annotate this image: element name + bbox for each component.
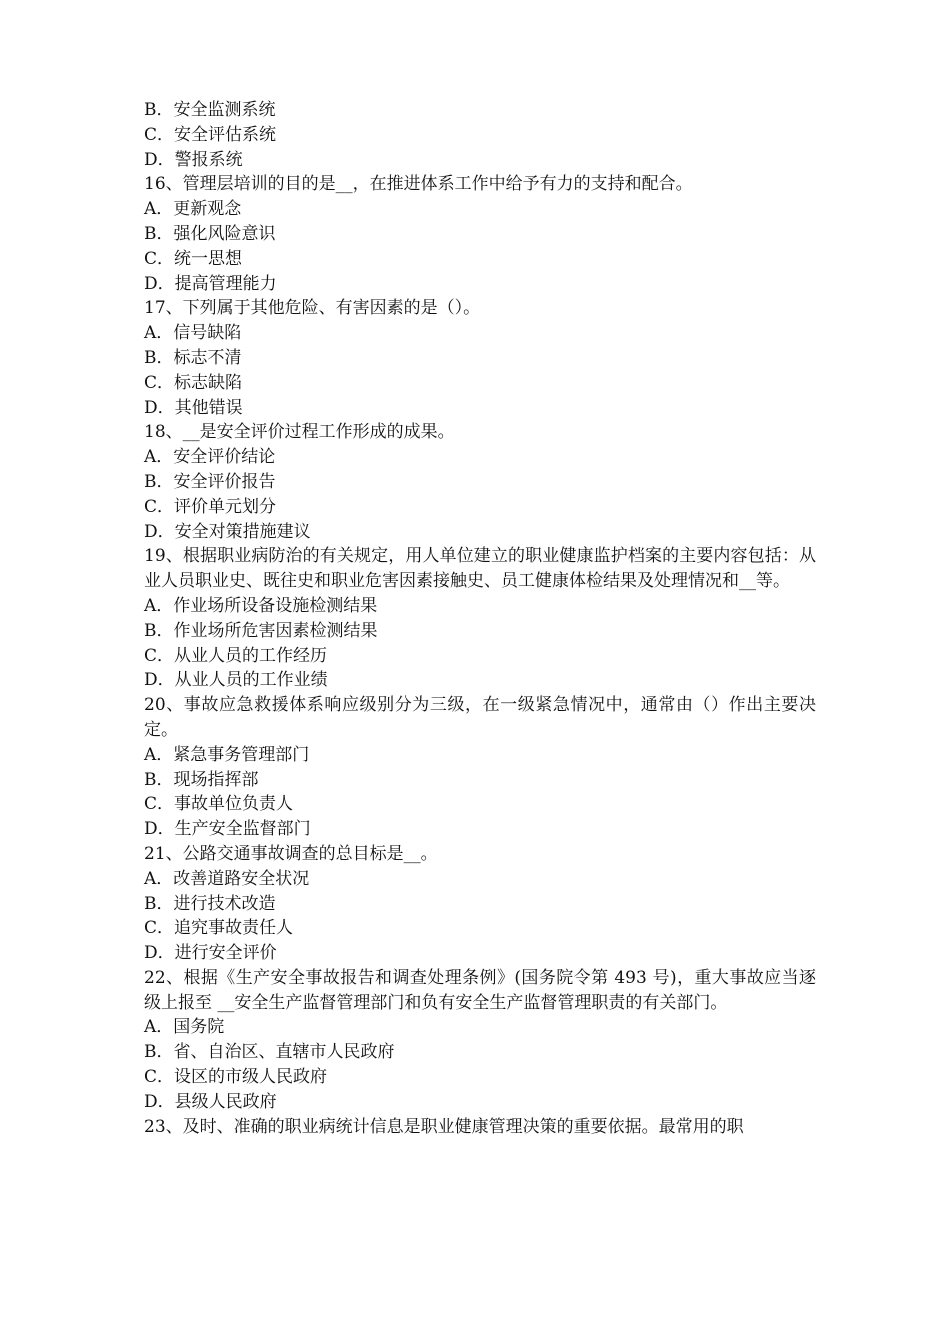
question-stem: 17、下列属于其他危险、有害因素的是（）。 bbox=[144, 298, 481, 319]
answer-option: D．县级人民政府 bbox=[144, 1091, 277, 1112]
answer-option: B．作业场所危害因素检测结果 bbox=[144, 620, 378, 641]
answer-option: B．安全监测系统 bbox=[144, 100, 276, 120]
answer-option: B．安全评价报告 bbox=[144, 471, 276, 492]
answer-option: D．进行安全评价 bbox=[144, 943, 277, 964]
question-stem: 18、__是安全评价过程工作形成的成果。 bbox=[144, 422, 455, 443]
answer-option: B．进行技术改造 bbox=[144, 893, 276, 914]
answer-option: D．提高管理能力 bbox=[144, 273, 277, 294]
answer-option: A．作业场所设备设施检测结果 bbox=[144, 595, 378, 616]
answer-option: C．事故单位负责人 bbox=[144, 794, 294, 815]
answer-option: C．标志缺陷 bbox=[144, 372, 243, 393]
exam-question-text bbox=[144, 98, 816, 1139]
answer-option: A．安全评价结论 bbox=[144, 447, 276, 468]
question-stem: 20、事故应急救援体系响应级别分为三级，在一级紧急情况中，通常由（）作出主要决定。 bbox=[144, 695, 816, 740]
answer-option: D．其他错误 bbox=[144, 397, 243, 418]
answer-option: C．追究事故责任人 bbox=[144, 918, 294, 939]
answer-option: D．从业人员的工作业绩 bbox=[144, 670, 328, 691]
question-stem: 22、根据《生产安全事故报告和调查处理条例》(国务院令第 493 号)，重大事故应当逐级上报至 __安全生产监督管理部门和负有安全生产监督管理职责的有关部门。 bbox=[144, 967, 816, 1013]
answer-option: C．统一思想 bbox=[144, 248, 243, 269]
answer-option: C．评价单元划分 bbox=[144, 496, 277, 517]
answer-option: A．紧急事务管理部门 bbox=[144, 744, 310, 765]
answer-option: B．标志不清 bbox=[144, 347, 242, 368]
answer-option: D．生产安全监督部门 bbox=[144, 819, 311, 840]
answer-option: A．更新观念 bbox=[144, 199, 242, 220]
answer-option: D．警报系统 bbox=[144, 149, 243, 170]
answer-option: D．安全对策措施建议 bbox=[144, 521, 311, 542]
answer-option: B．省、自治区、直辖市人民政府 bbox=[144, 1042, 395, 1063]
answer-option: C．从业人员的工作经历 bbox=[144, 645, 328, 666]
question-stem: 21、公路交通事故调查的总目标是__。 bbox=[144, 843, 438, 864]
answer-option: A．国务院 bbox=[144, 1017, 225, 1038]
answer-option: B．现场指挥部 bbox=[144, 769, 259, 790]
question-stem: 19、根据职业病防治的有关规定，用人单位建立的职业健康监护档案的主要内容包括：从业人员职业史、既往史和职业危害因素接触史、员工健康体检结果及处理情况和__等。 bbox=[144, 546, 816, 592]
answer-option: A．改善道路安全状况 bbox=[144, 868, 310, 889]
question-stem: 16、管理层培训的目的是__，在推进体系工作中给予有力的支持和配合。 bbox=[144, 174, 693, 195]
answer-option: C．安全评估系统 bbox=[144, 124, 277, 145]
answer-option: A．信号缺陷 bbox=[144, 323, 242, 344]
answer-option: C．设区的市级人民政府 bbox=[144, 1067, 328, 1088]
answer-option: B．强化风险意识 bbox=[144, 223, 276, 244]
question-stem: 23、及时、准确的职业病统计信息是职业健康管理决策的重要依据。最常用的职 bbox=[144, 1116, 744, 1137]
